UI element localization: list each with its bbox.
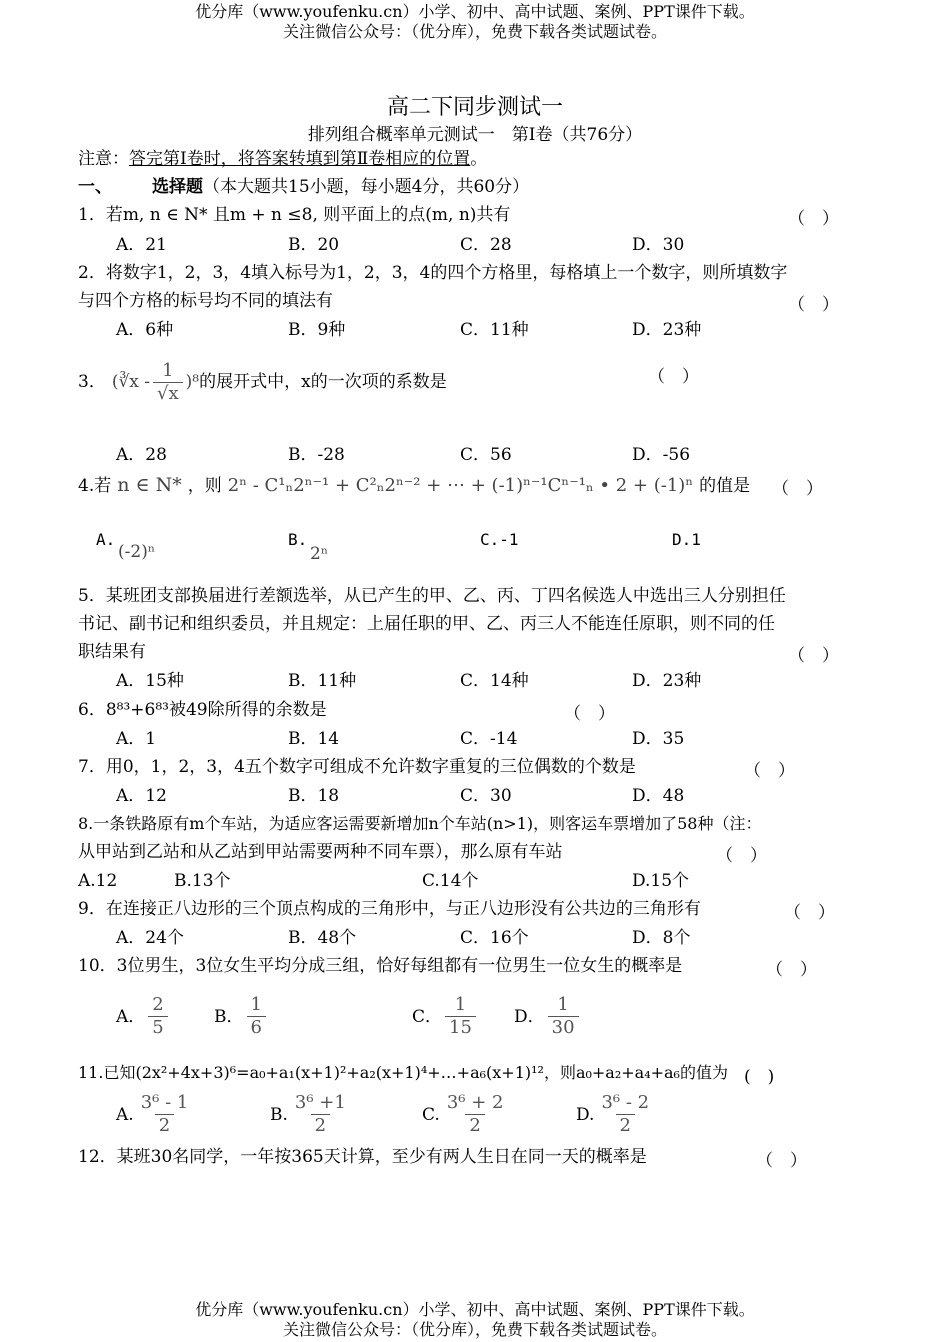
answer-paren: （ ） — [788, 646, 839, 666]
option-d: D．23种 — [632, 671, 702, 691]
option-b: B．-28 — [288, 445, 345, 465]
question-2-line-2: 与四个方格的标号均不同的填法有 — [78, 291, 333, 311]
option-c: C．28 — [460, 235, 512, 255]
option-c: C．-14 — [460, 729, 518, 749]
fraction — [597, 1092, 653, 1137]
option-a: A．6种 — [116, 320, 174, 340]
question-5-line-1: 5．某班团支部换届进行差额选举，从已产生的甲、乙、丙、丁四名候选人中选出三人分别担任 — [78, 586, 786, 606]
question-1-text: 1．若m, n ∈ N* 且m + n ≤8, 则平面上的点(m, n)共有 — [78, 205, 511, 225]
question-7-text: 7．用0，1，2，3，4五个数字可组成不允许数字重复的三位偶数的个数是 — [78, 757, 636, 777]
fraction-denominator: 15 — [445, 1016, 476, 1039]
option-a: A．1 — [116, 729, 157, 749]
fraction-numerator: 1 — [454, 994, 467, 1015]
option-b: B．18 — [288, 786, 340, 806]
fraction-numerator: 3⁶ - 2 — [601, 1092, 650, 1113]
condition: n ∈ N* — [117, 474, 182, 496]
fraction-denominator: 6 — [247, 1016, 266, 1039]
answer-paren: （ ） — [784, 903, 835, 923]
option-c — [422, 1092, 510, 1137]
connector: ，则 — [187, 476, 222, 496]
option-a: A．21 — [116, 235, 167, 255]
section-description: （本大题共15小题，每小题4分，共60分） — [203, 177, 530, 197]
option-c: C.14个 — [422, 871, 479, 891]
fraction-numerator: 1 — [162, 359, 174, 381]
fraction — [443, 1092, 508, 1137]
question-3-text: 的展开式中，x的一次项的系数是 — [199, 372, 447, 392]
option-b-value: 2ⁿ — [310, 544, 329, 564]
option-a: A．15种 — [116, 671, 184, 691]
question-6-text: 6．8⁸³+6⁸³被49除所得的余数是 — [78, 700, 327, 720]
option-a: A．24个 — [116, 928, 184, 948]
answer-paren: （ ） — [716, 846, 767, 866]
header-line-1: 优分库（www.youfenku.cn）小学、初中、高中试题、案例、PPT课件下载。 — [195, 2, 755, 21]
question-number: 4.若 — [78, 476, 112, 496]
option-b-label: B. — [288, 530, 308, 549]
option-b: B．20 — [288, 235, 340, 255]
option-b: B.13个 — [174, 871, 231, 891]
option-label: C. — [422, 1104, 440, 1125]
option-c: C．56 — [460, 445, 512, 465]
question-12-text: 12．某班30名同学，一年按365天计算，至少有两人生日在同一天的概率是 — [78, 1147, 647, 1167]
option-a — [116, 994, 171, 1039]
answer-paren: （ ） — [648, 367, 699, 387]
option-c — [412, 994, 479, 1039]
section-title: 选择题 — [152, 177, 203, 197]
answer-paren: （ ） — [788, 295, 839, 315]
fraction-numerator: 1 — [250, 994, 262, 1015]
fraction-denominator: 2 — [155, 1114, 174, 1137]
section-heading — [78, 176, 529, 198]
question-4-text: 的值是 — [699, 476, 751, 496]
question-3 — [78, 350, 447, 414]
option-c: C．30 — [460, 786, 512, 806]
fraction-numerator: 3⁶ + 2 — [446, 1092, 504, 1113]
option-d: D．23种 — [632, 320, 702, 340]
option-label: D． — [514, 1006, 545, 1027]
question-2-line-1: 2．将数字1，2，3，4填入标号为1，2，3，4的四个方格里，每格填上一个数字，则所填数字 — [78, 263, 788, 283]
option-d: D．-56 — [632, 445, 691, 465]
option-d: D．8个 — [632, 928, 691, 948]
option-c: C．11种 — [460, 320, 529, 340]
question-4 — [78, 474, 750, 497]
note-text: 答完第Ⅰ卷时，将答案转填到第Ⅱ卷相应的位置 — [129, 149, 471, 169]
option-a: A.12 — [78, 871, 118, 891]
fraction-denominator: 2 — [311, 1114, 330, 1137]
option-d — [514, 994, 582, 1039]
option-d: D．35 — [632, 729, 685, 749]
option-label: A. — [116, 1104, 134, 1125]
question-5-line-2: 书记、副书记和组织委员，并且规定：上届任职的甲、乙、丙三人不能连任原职，则不同的任 — [78, 614, 775, 634]
question-9-text: 9．在连接正八边形的三个顶点构成的三角形中，与正八边形没有公共边的三角形有 — [78, 899, 701, 919]
note-label: 注意： — [78, 149, 129, 169]
fraction-denominator: 2 — [465, 1114, 484, 1137]
answer-paren: （ ） — [766, 960, 817, 980]
question-5-line-3: 职结果有 — [78, 642, 146, 662]
footer-line-2: 关注微信公众号：（优分库），免费下载各类试题试卷。 — [282, 1320, 667, 1339]
fraction — [548, 994, 579, 1039]
fraction — [148, 994, 167, 1039]
fraction-numerator: 3⁶ - 1 — [140, 1092, 189, 1113]
option-label: B． — [214, 1006, 244, 1027]
answer-paren: （ ） — [772, 479, 823, 499]
option-b — [214, 994, 269, 1039]
fraction-numerator: 2 — [152, 994, 164, 1015]
option-label: C． — [412, 1006, 443, 1027]
section-number: 一、 — [78, 177, 112, 197]
option-b: B．9种 — [288, 320, 346, 340]
option-d: D.15个 — [632, 871, 690, 891]
fraction — [137, 1092, 193, 1137]
fraction-denominator: 30 — [548, 1016, 579, 1039]
fraction-denominator: 2 — [616, 1114, 635, 1137]
question-number: 3． — [78, 372, 106, 392]
expression-right: )⁸ — [185, 372, 200, 392]
fraction-numerator: 3⁶ +1 — [294, 1092, 346, 1113]
fraction-denominator: √x — [153, 382, 183, 405]
question-8-line-2: 从甲站到乙站和从乙站到甲站需要两种不同车票），那么原有车站 — [78, 842, 563, 862]
expression-left: (∛x - — [111, 372, 151, 392]
option-b: B．11种 — [288, 671, 357, 691]
answer-paren: （ ） — [564, 704, 615, 724]
question-10-text: 10．3位男生，3位女生平均分成三组，恰好每组都有一位男生一位女生的概率是 — [78, 956, 683, 976]
fraction — [153, 360, 183, 405]
option-d: D．48 — [632, 786, 685, 806]
option-d: D.1 — [672, 530, 701, 549]
option-c: C．14种 — [460, 671, 529, 691]
option-label: B. — [270, 1104, 288, 1125]
answer-paren: （ ） — [788, 209, 839, 229]
option-label: A． — [116, 1006, 146, 1027]
document-subtitle: 排列组合概率单元测试一 第Ⅰ卷（共76分） — [307, 125, 643, 145]
answer-paren: （ ） — [756, 1151, 807, 1171]
option-c: C.-1 — [480, 530, 519, 549]
option-label: D. — [576, 1104, 595, 1125]
option-a — [116, 1092, 195, 1137]
fraction — [291, 1092, 350, 1137]
option-b: B．48个 — [288, 928, 357, 948]
footer-line-1: 优分库（www.youfenku.cn）小学、初中、高中试题、案例、PPT课件下载。 — [195, 1300, 755, 1319]
note — [78, 148, 487, 170]
option-a-label: A. — [96, 530, 116, 549]
question-11-text: 11.已知(2x²+4x+3)⁶=a₀+a₁(x+1)²+a₂(x+1)⁴+…+a₆(x+1)¹²，则a₀+a₂+a₄+a₆的值为 — [78, 1063, 728, 1082]
answer-paren: ( ) — [744, 1067, 775, 1087]
question-8-line-1: 8.一条铁路原有m个车站，为适应客运需要新增加n个车站(n>1)，则客运车票增加了58种（注： — [78, 814, 762, 833]
expression: 2ⁿ - C¹ₙ2ⁿ⁻¹ + C²ₙ2ⁿ⁻² + ⋯ + (-1)ⁿ⁻¹Cⁿ⁻¹ₙ • 2 + (-1)ⁿ — [227, 475, 694, 496]
option-b — [270, 1092, 353, 1137]
option-a-value: (-2)ⁿ — [118, 542, 156, 562]
fraction — [445, 994, 476, 1039]
option-a: A．28 — [116, 445, 167, 465]
header-line-2: 关注微信公众号：（优分库），免费下载各类试题试卷。 — [282, 22, 667, 41]
fraction — [247, 994, 266, 1039]
answer-paren: （ ） — [744, 761, 795, 781]
option-a: A．12 — [116, 786, 167, 806]
document-title: 高二下同步测试一 — [386, 95, 563, 120]
option-b: B．14 — [288, 729, 340, 749]
fraction-numerator: 1 — [557, 994, 569, 1015]
option-d: D．30 — [632, 235, 685, 255]
option-c: C．16个 — [460, 928, 529, 948]
option-d — [576, 1092, 656, 1137]
fraction-denominator: 5 — [148, 1016, 167, 1039]
note-end: 。 — [470, 149, 488, 169]
